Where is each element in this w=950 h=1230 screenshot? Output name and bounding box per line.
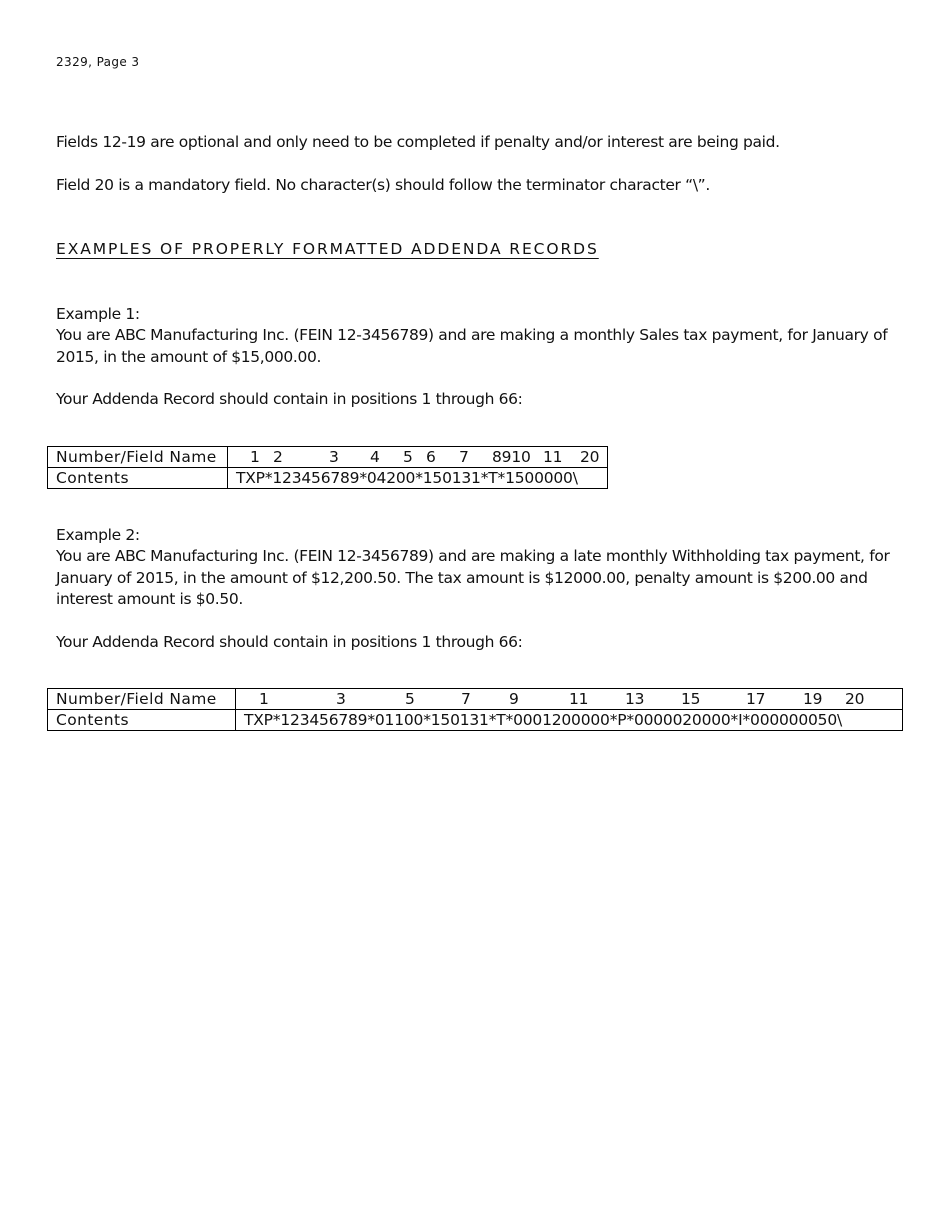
field-20-note: Field 20 is a mandatory field. No character(s) should follow the terminator character “\”. [56,176,710,194]
field-number: 7 [459,448,469,466]
field-number: 6 [426,448,436,466]
field-numbers-cell [236,689,903,710]
field-number: 11 [569,690,589,708]
section-heading: EXAMPLES OF PROPERLY FORMATTED ADDENDA RECORDS [56,240,599,258]
field-number: 20 [580,448,600,466]
example-2-addenda-table [47,688,903,731]
field-number: 2 [273,448,283,466]
contents-row [48,468,608,489]
field-number: 3 [329,448,339,466]
field-name-label: Number/Field Name [48,447,228,468]
field-number: 9 [509,690,519,708]
page-number-label: 2329, Page 3 [56,55,140,69]
field-number: 19 [803,690,823,708]
contents-value: TXP*123456789*04200*150131*T*1500000\ [228,468,608,489]
contents-label: Contents [48,710,236,731]
example-1-addenda-table [47,446,608,489]
field-number: 13 [625,690,645,708]
field-number: 8910 [492,448,531,466]
contents-label: Contents [48,468,228,489]
example-2-instruction: Your Addenda Record should contain in positions 1 through 66: [56,633,523,651]
fields-12-19-note: Fields 12-19 are optional and only need to be completed if penalty and/or interest are being paid. [56,133,780,151]
example-2-description: You are ABC Manufacturing Inc. (FEIN 12-3456789) and are making a late monthly Withholding tax payment, for January of 2015, in the amount of $12,200.50. The tax amount is $12000.00, penalty amount is $200.00 and interest amount is $0.50. [56,547,890,608]
field-name-label: Number/Field Name [48,689,236,710]
field-number: 1 [250,448,260,466]
field-number: 4 [370,448,380,466]
field-number: 3 [336,690,346,708]
contents-value: TXP*123456789*01100*150131*T*0001200000*P*0000020000*I*000000050\ [236,710,903,731]
field-number: 7 [461,690,471,708]
example-1-title: Example 1: [56,305,140,323]
example-1-description: You are ABC Manufacturing Inc. (FEIN 12-3456789) and are making a monthly Sales tax payment, for January of 2015, in the amount of $15,000.00. [56,326,888,366]
field-number: 5 [405,690,415,708]
example-1-instruction: Your Addenda Record should contain in positions 1 through 66: [56,390,523,408]
contents-row [48,710,903,731]
field-number: 17 [746,690,766,708]
field-number: 5 [403,448,413,466]
field-number: 20 [845,690,865,708]
field-numbers-cell [228,447,608,468]
field-number: 11 [543,448,563,466]
field-number: 15 [681,690,701,708]
field-number-row [48,447,608,468]
example-2-title: Example 2: [56,526,140,544]
field-number: 1 [259,690,269,708]
field-number-row [48,689,903,710]
